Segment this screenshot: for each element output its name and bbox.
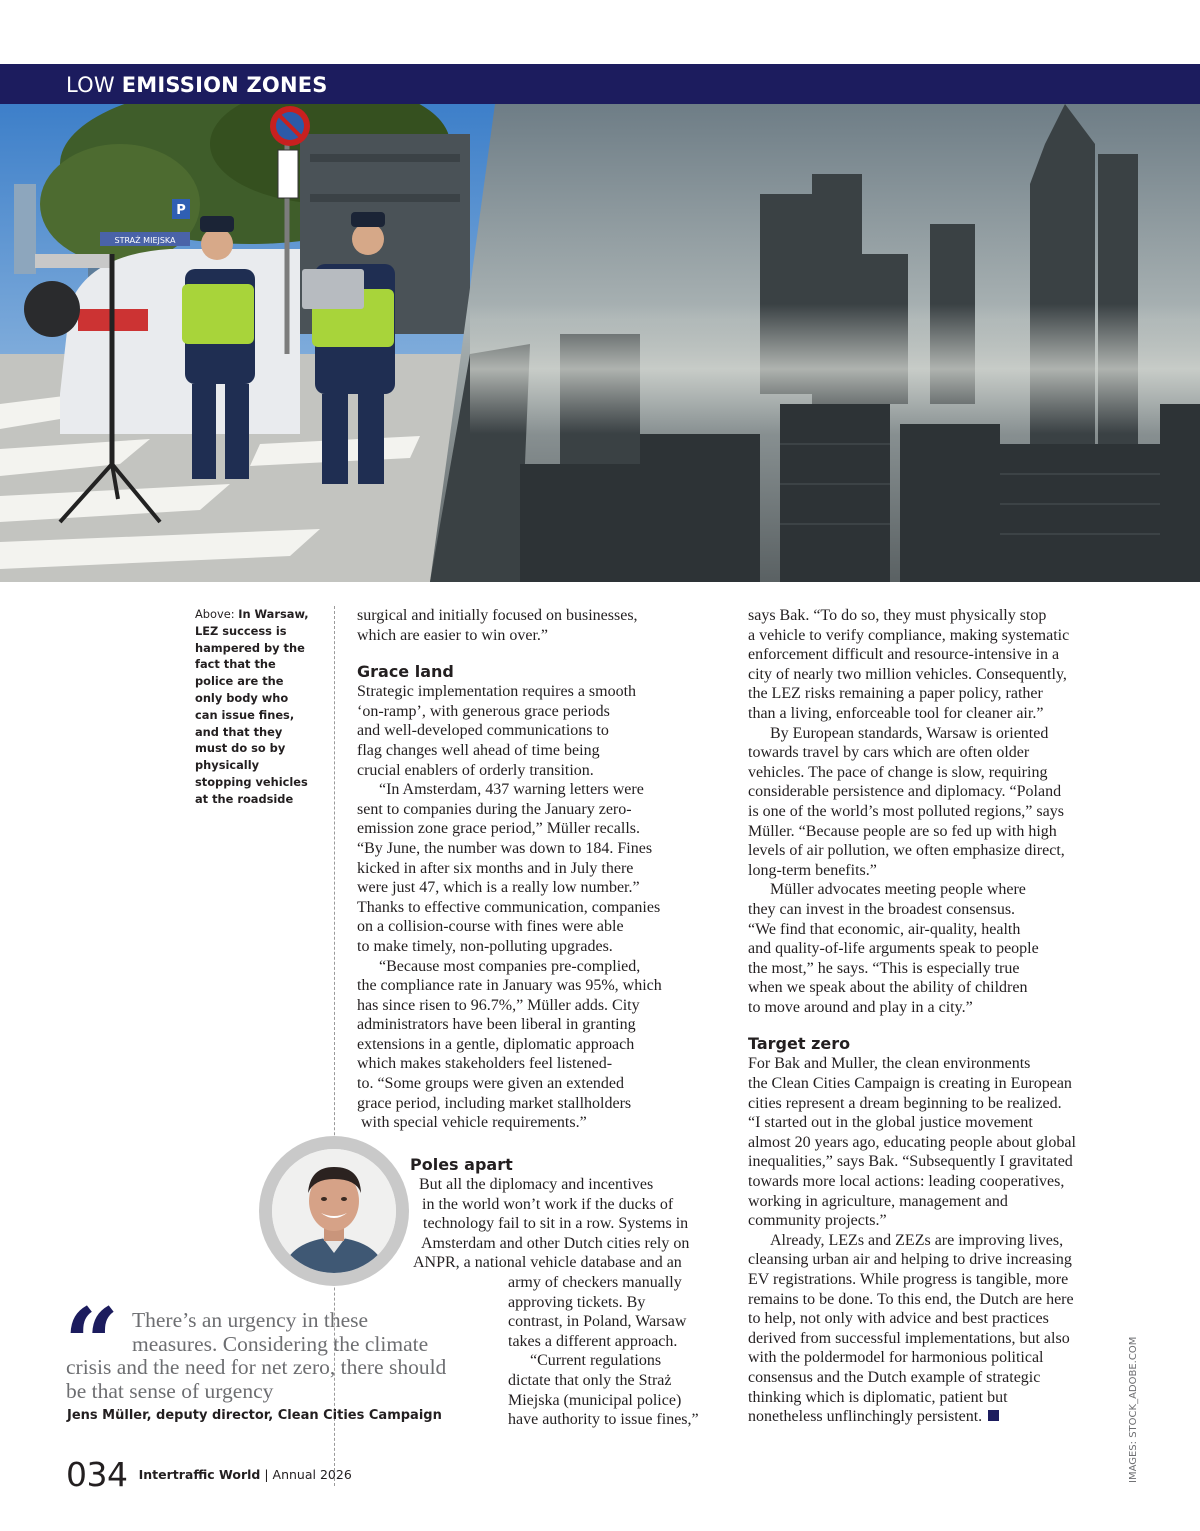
text-line: and well-developed communications to [357, 722, 609, 740]
text-line: contrast, in Poland, Warsaw [508, 1313, 687, 1331]
photo-caption [195, 606, 313, 808]
text-line: “I started out in the global justice movement [748, 1114, 1033, 1132]
hero-illustration [0, 104, 1200, 582]
text-line: when we speak about the ability of children [748, 979, 1028, 997]
section-label [66, 73, 328, 97]
paragraph [748, 606, 1124, 724]
text-line: Thanks to effective communication, companies [357, 898, 661, 916]
text-line: approving tickets. By [508, 1293, 646, 1311]
text-line: takes a different approach. [508, 1332, 678, 1350]
text-line: is one of the world’s most polluted regions,” says [748, 802, 1064, 820]
text-line: which are easier to win over.” [357, 626, 549, 644]
text-line: which makes stakeholders feel listened- [357, 1055, 613, 1073]
text-line [748, 1407, 1124, 1427]
text-line: kicked in after six months and in July there [357, 859, 634, 877]
text-line: vehicles. The pace of change is slow, requiring [748, 763, 1048, 781]
text-line: to help, not only with advice and best practices [748, 1310, 1049, 1328]
quote-mark-icon: “ [64, 1287, 120, 1400]
portrait-frame [259, 1136, 409, 1286]
hero-photo [0, 104, 1200, 582]
section-label-bold: EMISSION ZONES [121, 73, 328, 97]
text-line: administrators have been liberal in granting [357, 1016, 636, 1034]
page-footer [66, 1455, 352, 1494]
pull-quote [66, 1309, 486, 1403]
article-column-middle [357, 606, 722, 1133]
end-mark-icon [988, 1410, 999, 1421]
text-line: with special vehicle requirements.” [357, 1114, 587, 1132]
text-line: enforcement difficult and resource-intensive in a [748, 646, 1060, 664]
text-line: ‘on-ramp’, with generous grace periods [357, 702, 610, 720]
paragraph [748, 724, 1124, 881]
section-label-light: LOW [66, 73, 115, 97]
text-line: “Because most companies pre-complied, [379, 957, 641, 975]
text-line: Müller advocates meeting people where [770, 881, 1026, 899]
text-line: Strategic implementation requires a smooth [357, 683, 637, 701]
city-photo [430, 104, 1200, 582]
quote-line: be that sense of urgency [66, 1378, 274, 1403]
text-line: on a collision-course with fines were able [357, 918, 624, 936]
text-line: the LEZ risks remaining a paper policy, rather [748, 685, 1043, 703]
street-photo [0, 104, 500, 582]
text-line: Already, LEZs and ZEZs are improving lives, [770, 1231, 1064, 1249]
text-line: working in agriculture, management and [748, 1192, 1008, 1210]
portrait-illustration [272, 1149, 396, 1273]
page-number: 034 [66, 1455, 128, 1494]
caption-text: In Warsaw, LEZ success is hampered by the fact that the police are the only body who can issue fines, and that they must do so by physically stopping vehicles at the roadside [195, 607, 309, 806]
quote-line: crisis and the need for net zero, there should [66, 1355, 447, 1379]
caption-label: Above: [195, 607, 235, 621]
text-line: But all the diplomacy and incentives [419, 1176, 654, 1193]
publication-name: Intertraffic World [138, 1467, 261, 1482]
text-line: ANPR, a national vehicle database and an [413, 1254, 682, 1272]
text-line: city of nearly two million vehicles. Consequently, [748, 665, 1067, 683]
text-line: long-term benefits.” [748, 861, 877, 879]
quote-attribution: Jens Müller, deputy director, Clean Cities Campaign [67, 1408, 442, 1423]
subhead-grace-land: Grace land [357, 662, 454, 682]
image-credit: IMAGES: STOCK_ADOBE.COM [1128, 1336, 1139, 1483]
text-line: EV registrations. While progress is tangible, more [748, 1271, 1069, 1288]
text-line: the compliance rate in January was 95%, which [357, 977, 662, 995]
text-line: Miejska (municipal police) [508, 1391, 682, 1409]
text-line: with the poldermodel for harmonious political [748, 1349, 1044, 1367]
paragraph [748, 1054, 1124, 1230]
text-line: Müller. “Because people are so fed up with high [748, 822, 1057, 840]
text-line: cities represent a dream beginning to be realized. [748, 1094, 1062, 1112]
text-line: flag changes well ahead of time being [357, 741, 600, 759]
text-line: extensions in a gentle, diplomatic approach [357, 1035, 635, 1053]
text-line: Amsterdam and other Dutch cities rely on [421, 1234, 690, 1252]
text-line: in the world won’t work if the ducks of [422, 1195, 674, 1213]
text-line: to move around and play in a city.” [748, 998, 973, 1016]
text-line: and quality-of-life arguments speak to people [748, 940, 1039, 958]
text-line: have authority to issue fines,” [508, 1411, 699, 1429]
text-line: “By June, the number was down to 184. Fines [357, 839, 653, 857]
text-line: consensus and the Dutch example of strategic [748, 1368, 1041, 1386]
text-line: says Bak. “To do so, they must physically stop [748, 607, 1047, 624]
text-line: were just 47, which is a really low number.” [357, 879, 640, 897]
portrait-photo [272, 1149, 396, 1273]
text-line: grace period, including market stallholders [357, 1094, 632, 1112]
text-line: emission zone grace period,” Müller recalls. [357, 820, 640, 838]
text-line: levels of air pollution, we often emphasize direct, [748, 842, 1065, 860]
text-line: they can invest in the broadest consensus. [748, 900, 1016, 918]
text-line: cleansing urban air and helping to drive increasing [748, 1251, 1072, 1269]
paragraph [357, 957, 722, 1133]
text-line: army of checkers manually [508, 1273, 682, 1291]
car-sign-text: STRAŻ MIEJSKA [114, 236, 176, 245]
text-line: thinking which is diplomatic, patient but [748, 1388, 1008, 1406]
text-line: than a living, enforceable tool for cleaner air.” [748, 704, 1044, 722]
subhead-poles-apart: Poles apart [410, 1155, 513, 1174]
text-line: the Clean Cities Campaign is creating in European [748, 1075, 1072, 1093]
text-line: towards more local actions: leading cooperatives, [748, 1173, 1065, 1191]
quote-line: There’s an urgency in these [132, 1308, 369, 1332]
paragraph [357, 682, 722, 780]
paragraph [357, 780, 722, 956]
text-line: crucial enablers of orderly transition. [357, 761, 594, 779]
paragraph [748, 880, 1124, 1017]
text-line: to. “Some groups were given an extended [357, 1075, 625, 1093]
subhead-target-zero: Target zero [748, 1034, 851, 1054]
text-line-content: nonetheless unflinchingly persistent. [748, 1408, 983, 1426]
text-line: sent to companies during the January zero- [357, 800, 632, 818]
parking-sign-letter: P [176, 203, 186, 218]
text-line: remains to be done. To this end, the Dutch are here [748, 1290, 1074, 1308]
text-line: By European standards, Warsaw is oriented [770, 724, 1049, 742]
text-line: dictate that only the Straż [508, 1371, 672, 1389]
text-line: almost 20 years ago, educating people about global [748, 1133, 1076, 1151]
text-line: inequalities,” says Bak. “Subsequently I gravitated [748, 1153, 1073, 1171]
text-line: to make timely, non-polluting upgrades. [357, 937, 613, 955]
text-line: has since risen to 96.7%,” Müller adds. City [357, 996, 640, 1014]
article-column-right [748, 606, 1124, 1427]
text-line: “In Amsterdam, 437 warning letters were [379, 781, 644, 799]
text-line: community projects.” [748, 1212, 887, 1230]
quote-line: measures. Considering the climate [132, 1331, 429, 1356]
section-header-bar [0, 64, 1200, 104]
intro-paragraph [357, 606, 722, 645]
text-line: derived from successful implementations, but also [748, 1329, 1070, 1347]
paragraph [748, 1231, 1124, 1427]
text-line: surgical and initially focused on businesses, [357, 607, 638, 624]
text-line: the most,” he says. “This is especially true [748, 959, 1020, 977]
issue-label: | Annual 2026 [260, 1467, 352, 1482]
text-line: towards travel by cars which are often older [748, 744, 1030, 762]
text-line: For Bak and Muller, the clean environments [748, 1055, 1031, 1073]
text-line: “Current regulations [530, 1352, 662, 1370]
text-line: a vehicle to verify compliance, making systematic [748, 626, 1070, 644]
text-line: technology fail to sit in a row. Systems in [423, 1215, 689, 1233]
text-line: considerable persistence and diplomacy. “Poland [748, 783, 1062, 801]
text-line: “We find that economic, air-quality, health [748, 920, 1021, 938]
